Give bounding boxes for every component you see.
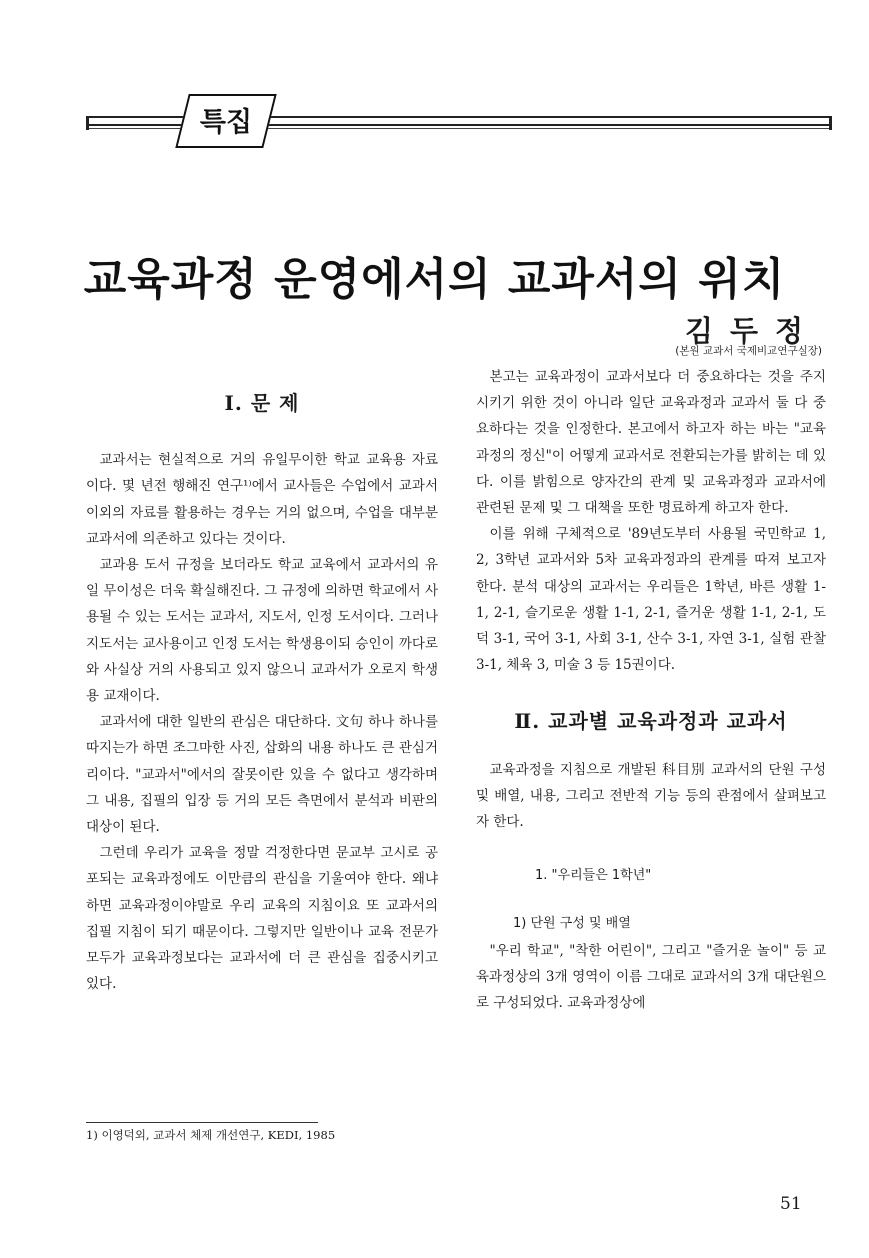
banner-endcap [829,116,832,130]
paragraph: "우리 학교", "착한 어린이", 그리고 "즐거운 놀이" 등 교육과정상의 3개 영역이 이름 그대로 교과서의 3개 대단원으로 구성되었다. 교육과정상에 [476,942,826,1012]
right-column [476,364,826,1016]
footnote-rule [86,1122,318,1123]
author-name: 김두정 [684,314,820,348]
subheading: 1. "우리들은 1학년" [535,868,652,884]
article-title: 교육과정 운영에서의 교과서의 위치 [83,254,786,306]
author-affiliation: (본원 교과서 국제비교연구실장) [675,345,822,357]
page-number: 51 [780,1194,802,1214]
paragraph: 교육과정을 지침으로 개발된 科目別 교과서의 단원 구성 및 배열, 내용, 그리고 전반적 기능 등의 관점에서 살펴보고자 한다. [476,761,826,831]
special-feature-banner [86,92,832,152]
banner-endcap [86,116,89,130]
banner-label: 특집 [199,107,253,138]
paragraph: 그런데 우리가 교육을 정말 걱정한다면 문교부 고시로 공포되는 교육과정에도 이만큼의 관심을 기울여야 한다. 왜냐하면 교육과정이야말로 우리 교육의 지침이요 또 교과서의 집필 지침이 되기 때문이다. 그렇지만 일반이나 교육 전문가 모두가 교육과정보다는 교과서에 더 큰 관심을 집중시키고 있다. [86,845,438,993]
section-heading-2: Ⅱ. 교과별 교육과정과 교과서 [514,709,788,734]
section-heading-1: Ⅰ. 문 제 [224,391,300,415]
footnote: 1) 이영덕외, 교과서 체제 개선연구, KEDI, 1985 [86,1128,336,1142]
left-column [86,376,438,997]
paragraph: 교과서는 현실적으로 거의 유일무이한 학교 교육용 자료이다. 몇 년전 행해진 연구¹⁾에서 교사들은 수업에서 교과서 이외의 자료를 활용하는 경우는 거의 없으며, 수업을 대부분 교과서에 의존하고 있다는 것이다. [86,452,438,547]
subheading: 1) 단원 구성 및 배열 [513,916,631,932]
paragraph: 교과서에 대한 일반의 관심은 대단하다. 文句 하나 하나를 따지는가 하면 조그마한 사진, 삽화의 내용 하나도 큰 관심거리이다. "교과서"에서의 잘못이란 있을 수 없다고 생각하며 그 내용, 집필의 입장 등 거의 모든 측면에서 분석과 비판의 대상이 된다. [86,714,438,836]
paragraph: 교과용 도서 규정을 보더라도 학교 교육에서 교과서의 유일 무이성은 더욱 확실해진다. 그 규정에 의하면 학교에서 사용될 수 있는 도서는 교과서, 지도서, 인정 도서이다. 그러나 지도서는 교사용이고 인정 도서는 학생용이되 승인이 까다로와 사실상 거의 사용되고 있지 않으니 교과서가 오로지 학생용 교재이다. [86,557,438,705]
paragraph: 이를 위해 구체적으로 '89년도부터 사용될 국민학교 1, 2, 3학년 교과서와 5차 교육과정과의 관계를 따져 보고자 한다. 분석 대상의 교과서는 우리들은 1학년, 바른 생활 1-1, 2-1, 슬기로운 생활 1-1, 2-1, 즐거운 생활 1-1, 2-1, 도덕 3-1, 국어 3-1, 사회 3-1, 산수 3-1, 자연 3-1, 실험 관찰 3-1, 체육 3, 미술 3 등 15권이다. [476,526,826,674]
paragraph: 본고는 교육과정이 교과서보다 더 중요하다는 것을 주지시키기 위한 것이 아니라 일단 교육과정과 교과서 둘 다 중요하다는 것을 인정한다. 본고에서 하고자 하는 바는 "교육과정의 정신"이 어떻게 교과서로 전환되는가를 밝히는 데 있다. 이를 밝힘으로 양자간의 관계 및 교육과정과 교과서에 관련된 문제 및 그 대책을 또한 명료하게 하고자 한다. [476,369,826,517]
